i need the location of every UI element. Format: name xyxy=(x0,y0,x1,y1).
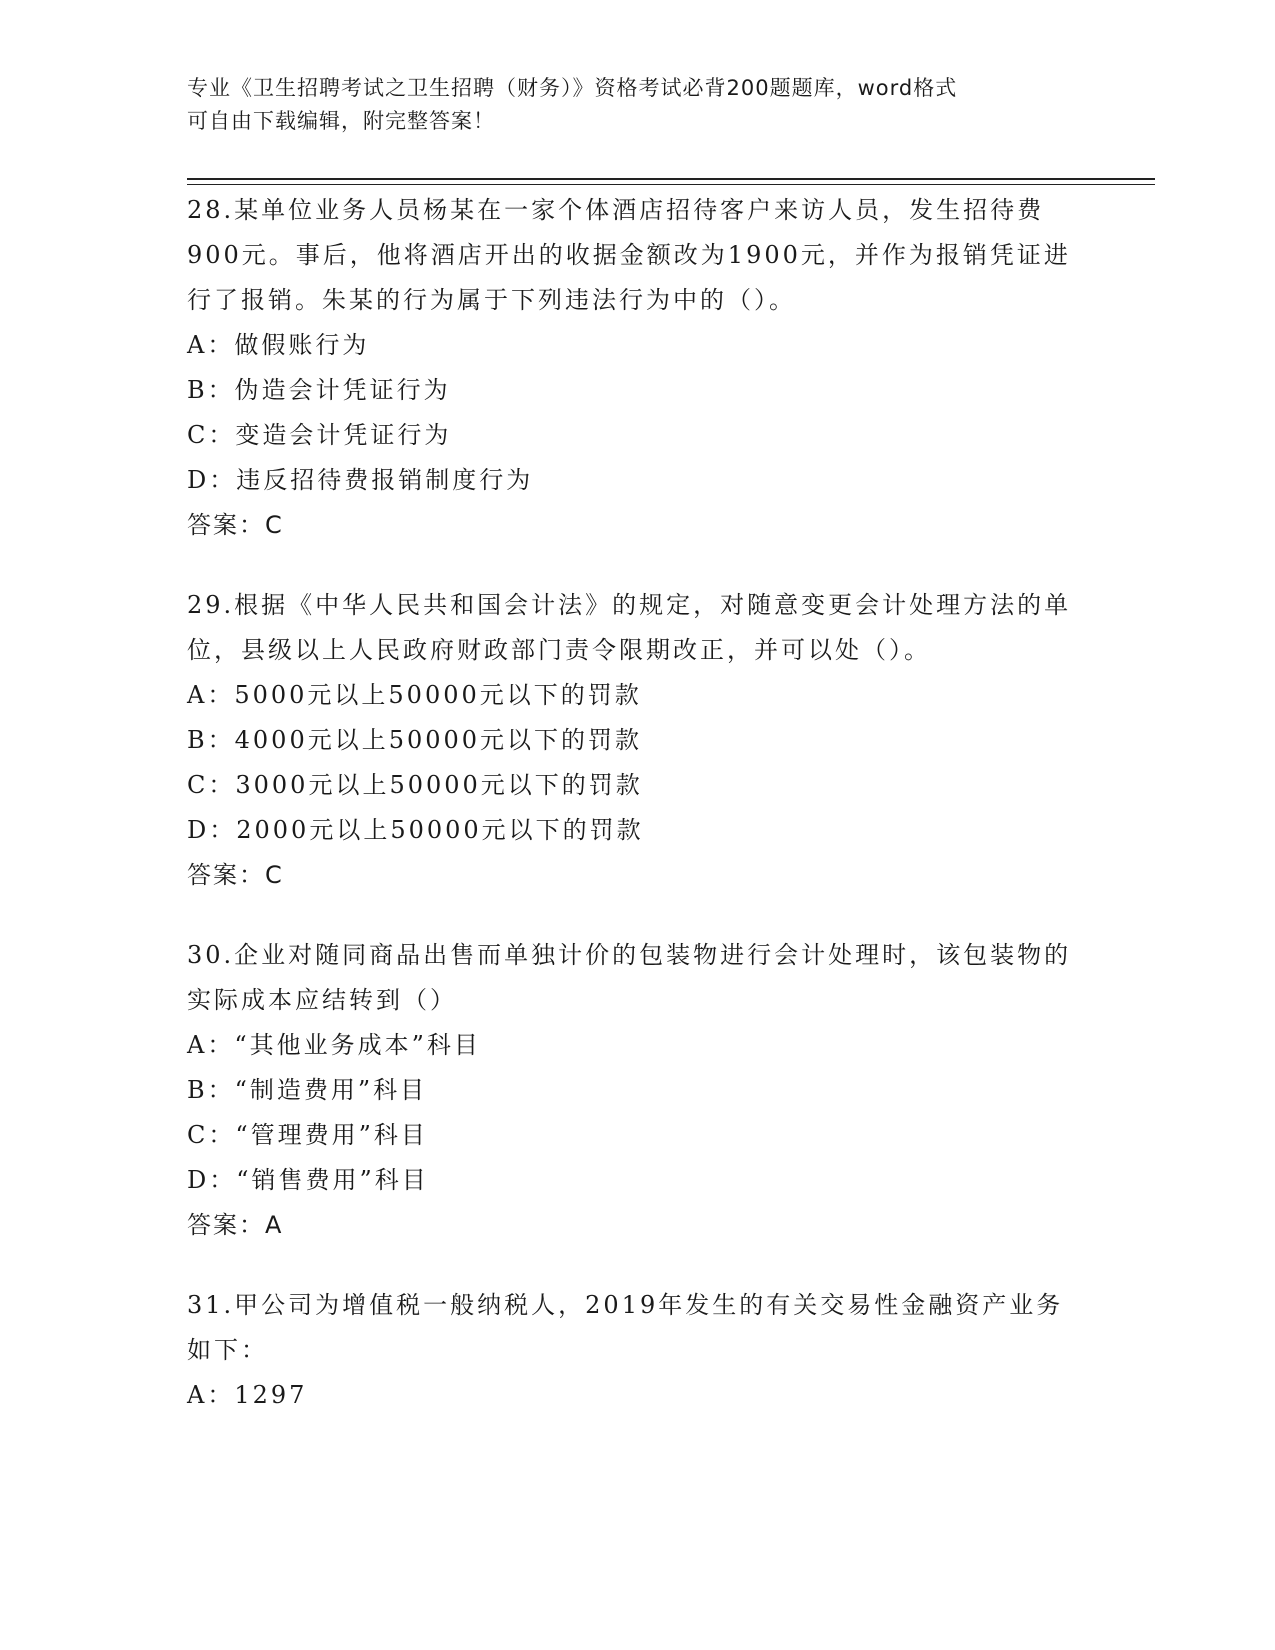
question-text: 28.某单位业务人员杨某在一家个体酒店招待客户来访人员，发生招待费900元。事后，他将酒店开出的收据金额改为1900元，并作为报销凭证进行了报销。朱某的行为属于下列违法行为中的（）。 xyxy=(187,196,1071,314)
header-rule-thin xyxy=(187,184,1155,185)
header-rule-thick xyxy=(187,178,1155,180)
answer-line: 答案：C xyxy=(187,861,284,889)
option-d: D：2000元以上50000元以下的罚款 xyxy=(187,816,644,844)
document-header xyxy=(187,72,1087,138)
answer-line: 答案：C xyxy=(187,511,284,539)
answer-line: 答案：A xyxy=(187,1211,284,1239)
question-text: 31.甲公司为增值税一般纳税人，2019年发生的有关交易性金融资产业务如下： xyxy=(187,1291,1064,1364)
option-b: B：伪造会计凭证行为 xyxy=(187,376,451,404)
option-b: B：“制造费用”科目 xyxy=(187,1076,428,1104)
option-a: A：做假账行为 xyxy=(187,331,370,359)
option-c: C：3000元以上50000元以下的罚款 xyxy=(187,771,643,799)
question-30 xyxy=(187,933,1087,1248)
option-a: A：“其他业务成本”科目 xyxy=(187,1031,481,1059)
question-29 xyxy=(187,583,1087,898)
option-d: D：“销售费用”科目 xyxy=(187,1166,429,1194)
option-d: D：违反招待费报销制度行为 xyxy=(187,466,534,494)
option-b: B：4000元以上50000元以下的罚款 xyxy=(187,726,643,754)
option-c: C：变造会计凭证行为 xyxy=(187,421,452,449)
header-line-1: 专业《卫生招聘考试之卫生招聘（财务）》资格考试必背200题题库，word格式 xyxy=(187,76,958,100)
question-31 xyxy=(187,1283,1087,1418)
header-line-2: 可自由下载编辑，附完整答案！ xyxy=(187,109,495,133)
question-28 xyxy=(187,188,1087,548)
option-a: A：1297 xyxy=(187,1381,308,1409)
option-c: C：“管理费用”科目 xyxy=(187,1121,428,1149)
question-list xyxy=(187,188,1087,1453)
option-a: A：5000元以上50000元以下的罚款 xyxy=(187,681,642,709)
question-text: 30.企业对随同商品出售而单独计价的包装物进行会计处理时，该包装物的实际成本应结转到（） xyxy=(187,941,1072,1014)
question-text: 29.根据《中华人民共和国会计法》的规定，对随意变更会计处理方法的单位，县级以上人民政府财政部门责令限期改正，并可以处（）。 xyxy=(187,591,1072,664)
